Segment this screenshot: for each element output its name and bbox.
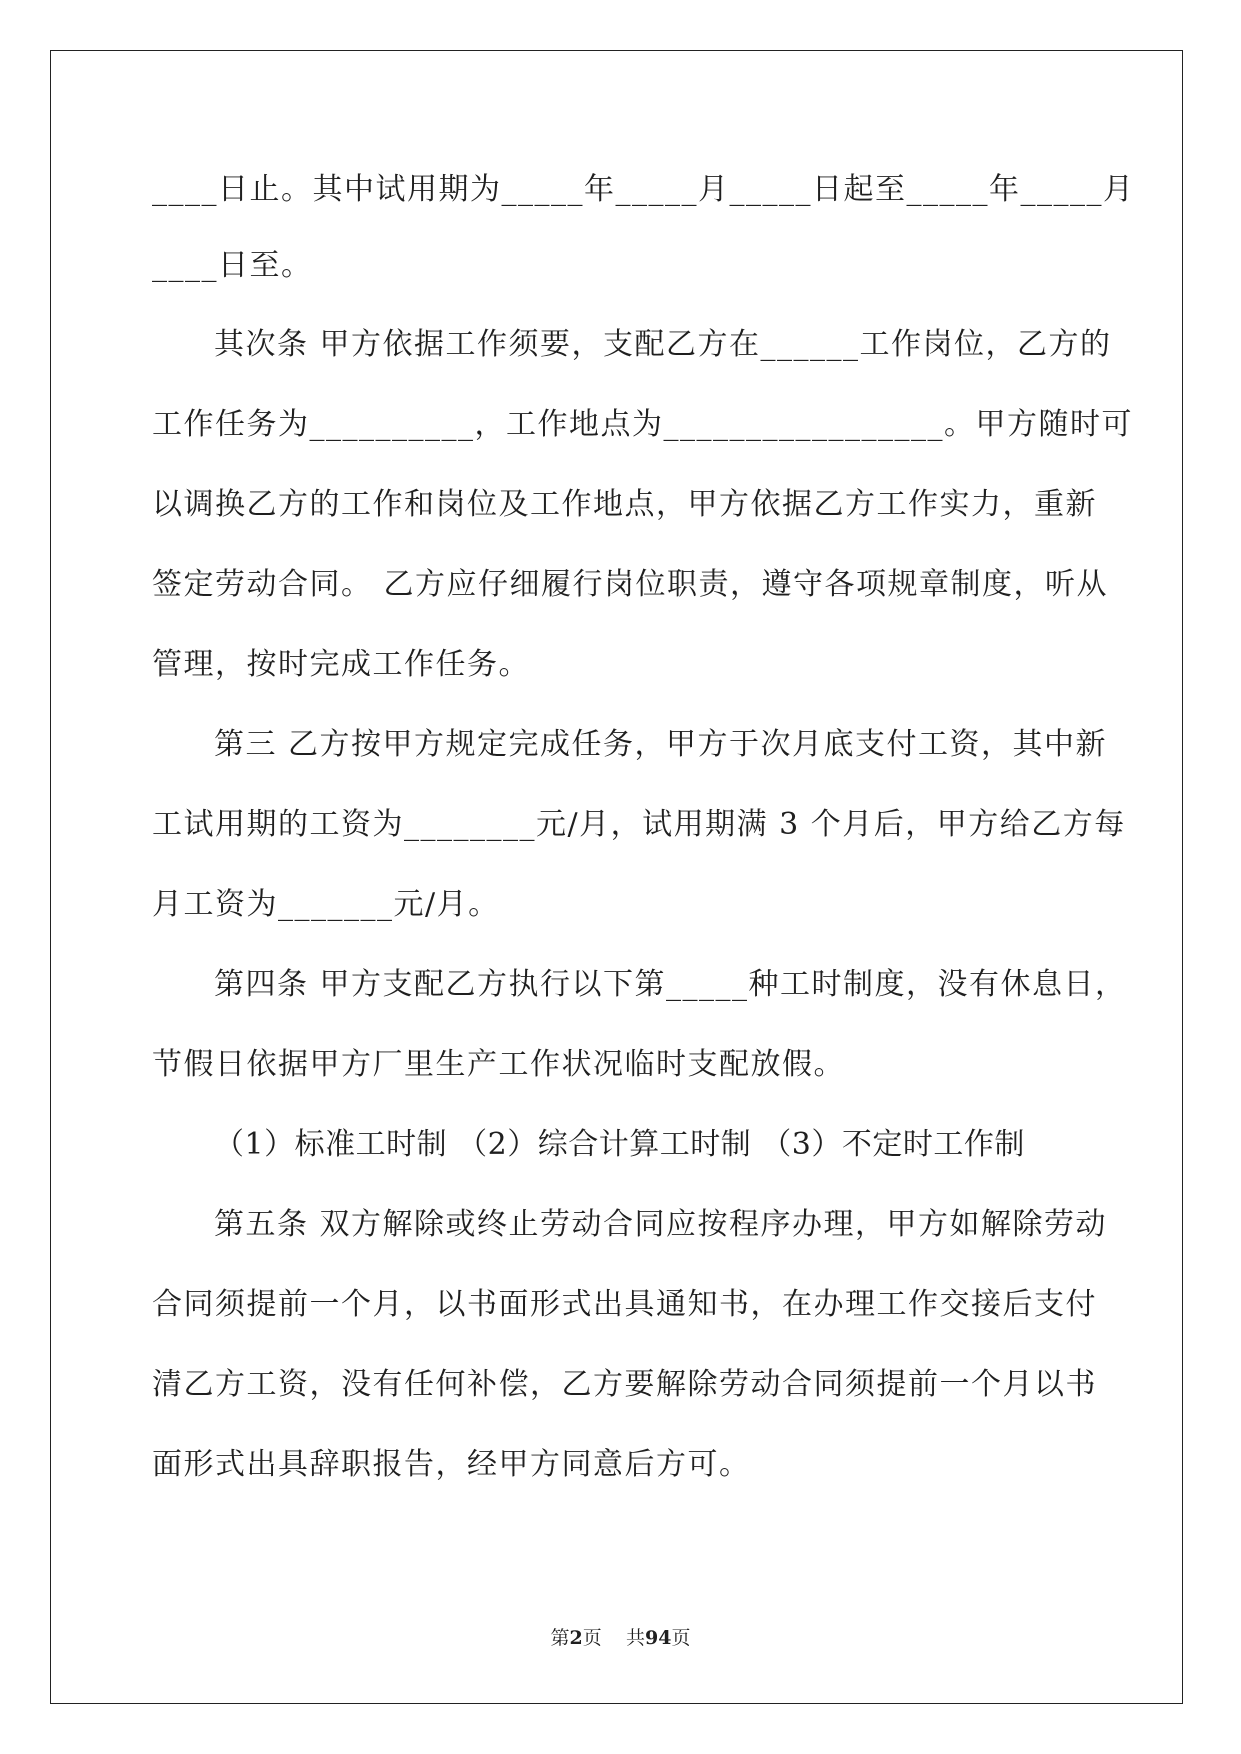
body-line: ____日至。	[152, 248, 313, 283]
paragraph-article-5: 第五条 双方解除或终止劳动合同应按程序办理，甲方如解除劳动	[214, 1207, 1108, 1242]
paragraph-article-2: 其次条 甲方依据工作须要，支配乙方在______工作岗位，乙方的	[214, 327, 1112, 362]
body-line: 工作任务为__________，工作地点为_________________。甲方随时可	[152, 407, 1133, 442]
total-pages: 94	[644, 1627, 672, 1649]
body-line: 签定劳动合同。 乙方应仔细履行岗位职责，遵守各项规章制度，听从	[152, 567, 1109, 602]
body-line: ____日止。其中试用期为_____年_____月_____日起至_____年_____月	[152, 172, 1135, 207]
work-hour-options: （1）标准工时制 （2）综合计算工时制 （3）不定时工作制	[214, 1127, 1025, 1162]
page-footer	[0, 1625, 1241, 1651]
body-line: 管理，按时完成工作任务。	[152, 647, 530, 682]
footer-prefix: 第	[550, 1627, 570, 1649]
body-line: 清乙方工资，没有任何补偿，乙方要解除劳动合同须提前一个月以书	[152, 1367, 1097, 1402]
page-number: 2	[569, 1627, 583, 1649]
footer-total-suffix: 页	[671, 1627, 691, 1649]
footer-total-prefix: 共	[625, 1627, 645, 1649]
body-line: 合同须提前一个月，以书面形式出具通知书，在办理工作交接后支付	[152, 1287, 1097, 1322]
body-line: 工试用期的工资为________元/月，试用期满 3 个月后，甲方给乙方每	[152, 807, 1126, 842]
footer-page-suffix: 页	[582, 1627, 602, 1649]
body-line: 月工资为_______元/月。	[152, 887, 500, 922]
body-line: 以调换乙方的工作和岗位及工作地点，甲方依据乙方工作实力，重新	[152, 487, 1097, 522]
paragraph-article-3: 第三 乙方按甲方规定完成任务，甲方于次月底支付工资，其中新	[214, 727, 1108, 762]
body-line: 面形式出具辞职报告，经甲方同意后方可。	[152, 1447, 751, 1482]
body-line: 节假日依据甲方厂里生产工作状况临时支配放假。	[152, 1047, 845, 1082]
paragraph-article-4: 第四条 甲方支配乙方执行以下第_____种工时制度，没有休息日，	[214, 967, 1127, 1002]
